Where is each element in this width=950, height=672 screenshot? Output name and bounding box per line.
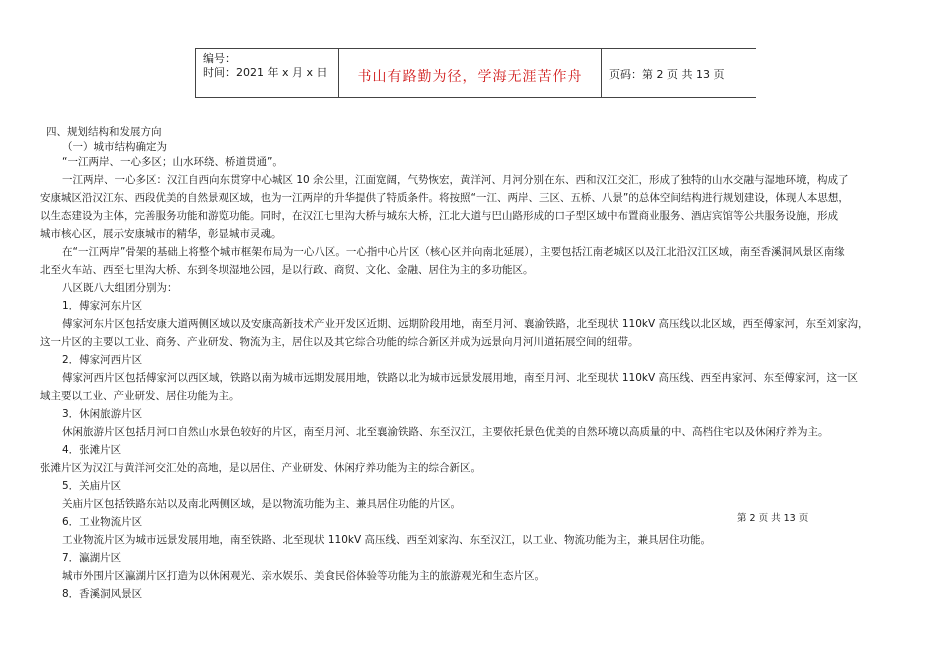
district-heading: 6．工业物流片区: [62, 516, 143, 528]
district-description: 域主要以工业、产业研发、居住功能为主。: [40, 390, 240, 402]
district-description: 张滩片区为汉江与黄洋河交汇处的高地，是以居住、产业研发、休闲疗养功能为主的综合新区。: [40, 462, 481, 474]
district-intro: 八区既八大组团分别为：: [62, 282, 178, 294]
document-date: 时间：2021 年 x 月 x 日: [203, 66, 328, 79]
district-heading: 4．张滩片区: [62, 444, 122, 456]
district-description: 工业物流片区为城市远景发展用地，南至铁路、北至现状 110kV 高压线、西至刘家沟、东至汉江，以工业、物流功能为主，兼具居住功能。: [62, 534, 711, 546]
district-heading: 3．休闲旅游片区: [62, 408, 143, 420]
paragraph-line: 以生态建设为主体，完善服务功能和游览功能。同时，在汉江七里沟大桥与城东大桥，江北大道与巴山路形成的口子型区域中布置商业服务、酒店宾馆等公共服务设施，形成: [40, 210, 838, 222]
header-motto-cell: [339, 49, 602, 97]
district-description: 傅家河西片区包括傅家河以西区域，铁路以南为城市远期发展用地，铁路以北为城市远景发展用地，南至月河、北至现状 110kV 高压线、西至冉家河、东至傅家河，这一区: [62, 372, 858, 384]
header-table: [195, 48, 756, 98]
section-title: 四、规划结构和发展方向: [46, 126, 162, 138]
district-heading: 1．傅家河东片区: [62, 300, 143, 312]
document-number-label: 编号：: [203, 52, 236, 65]
district-description: 这一片区的主要以工业、商务、产业研发、物流为主，居住以及其它综合功能的综合新区并成为远景向月河川道拓展空间的纽带。: [40, 336, 639, 348]
header-page-cell: [602, 49, 756, 97]
footer-page-number: 第 2 页 共 13 页: [737, 513, 809, 524]
district-heading: 2．傅家河西片区: [62, 354, 143, 366]
district-heading: 8．香溪洞风景区: [62, 588, 143, 600]
paragraph-line: 城市核心区，展示安康城市的精华，彰显城市灵魂。: [40, 228, 282, 240]
header-info-cell: [196, 49, 339, 97]
district-description: 傅家河东片区包括安康大道两侧区域以及安康高新技术产业开发区近期、远期阶段用地，南至月河、襄渝铁路，北至现状 110kV 高压线以北区域，西至傅家河，东至刘家沟，: [62, 318, 869, 330]
header-motto: 书山有路勤为径，学海无涯苦作舟: [357, 69, 583, 85]
district-description: 关庙片区包括铁路东站以及南北两侧区域，是以物流功能为主、兼具居住功能的片区。: [62, 498, 461, 510]
structure-quote: “一江两岸、一心多区；山水环绕、桥道贯通”。: [62, 156, 283, 168]
paragraph-line: 北至火车站、西至七里沟大桥、东到冬坝湿地公园，是以行政、商贸、文化、金融、居住为主的多功能区。: [40, 264, 534, 276]
paragraph-line: 安康城区沿汉江东、西段优美的自然景观区域，也为一江两岸的升华提供了特质条件。将按照“一江、两岸、三区、五桥、八景”的总体空间结构进行规划建设，体现人本思想，: [40, 192, 849, 204]
district-heading: 7．瀛湖片区: [62, 552, 122, 564]
district-description: 城市外围片区瀛湖片区打造为以休闲观光、亲水娱乐、美食民俗体验等功能为主的旅游观光和生态片区。: [62, 570, 545, 582]
header-page-code: 页码：第 2 页 共 13 页: [609, 68, 725, 81]
district-heading: 5．关庙片区: [62, 480, 122, 492]
subsection-title: （一）城市结构确定为: [62, 141, 167, 153]
district-description: 休闲旅游片区包括月河口自然山水景色较好的片区，南至月河、北至襄渝铁路、东至汉江，主要依托景色优美的自然环境以高质量的中、高档住宅以及休闲疗养为主。: [62, 426, 829, 438]
paragraph-line: 一江两岸、一心多区：汉江自西向东贯穿中心城区 10 余公里，江面宽阔，气势恢宏，黄洋河、月河分别在东、西和汉江交汇，形成了独特的山水交融与湿地环境，构成了: [62, 174, 849, 186]
paragraph-line: 在“一江两岸”骨架的基础上将整个城市框架布局为一心八区。一心指中心片区（核心区并向南北延展），主要包括江南老城区以及江北沿汉江区域，南至香溪洞风景区南缘: [62, 246, 845, 258]
